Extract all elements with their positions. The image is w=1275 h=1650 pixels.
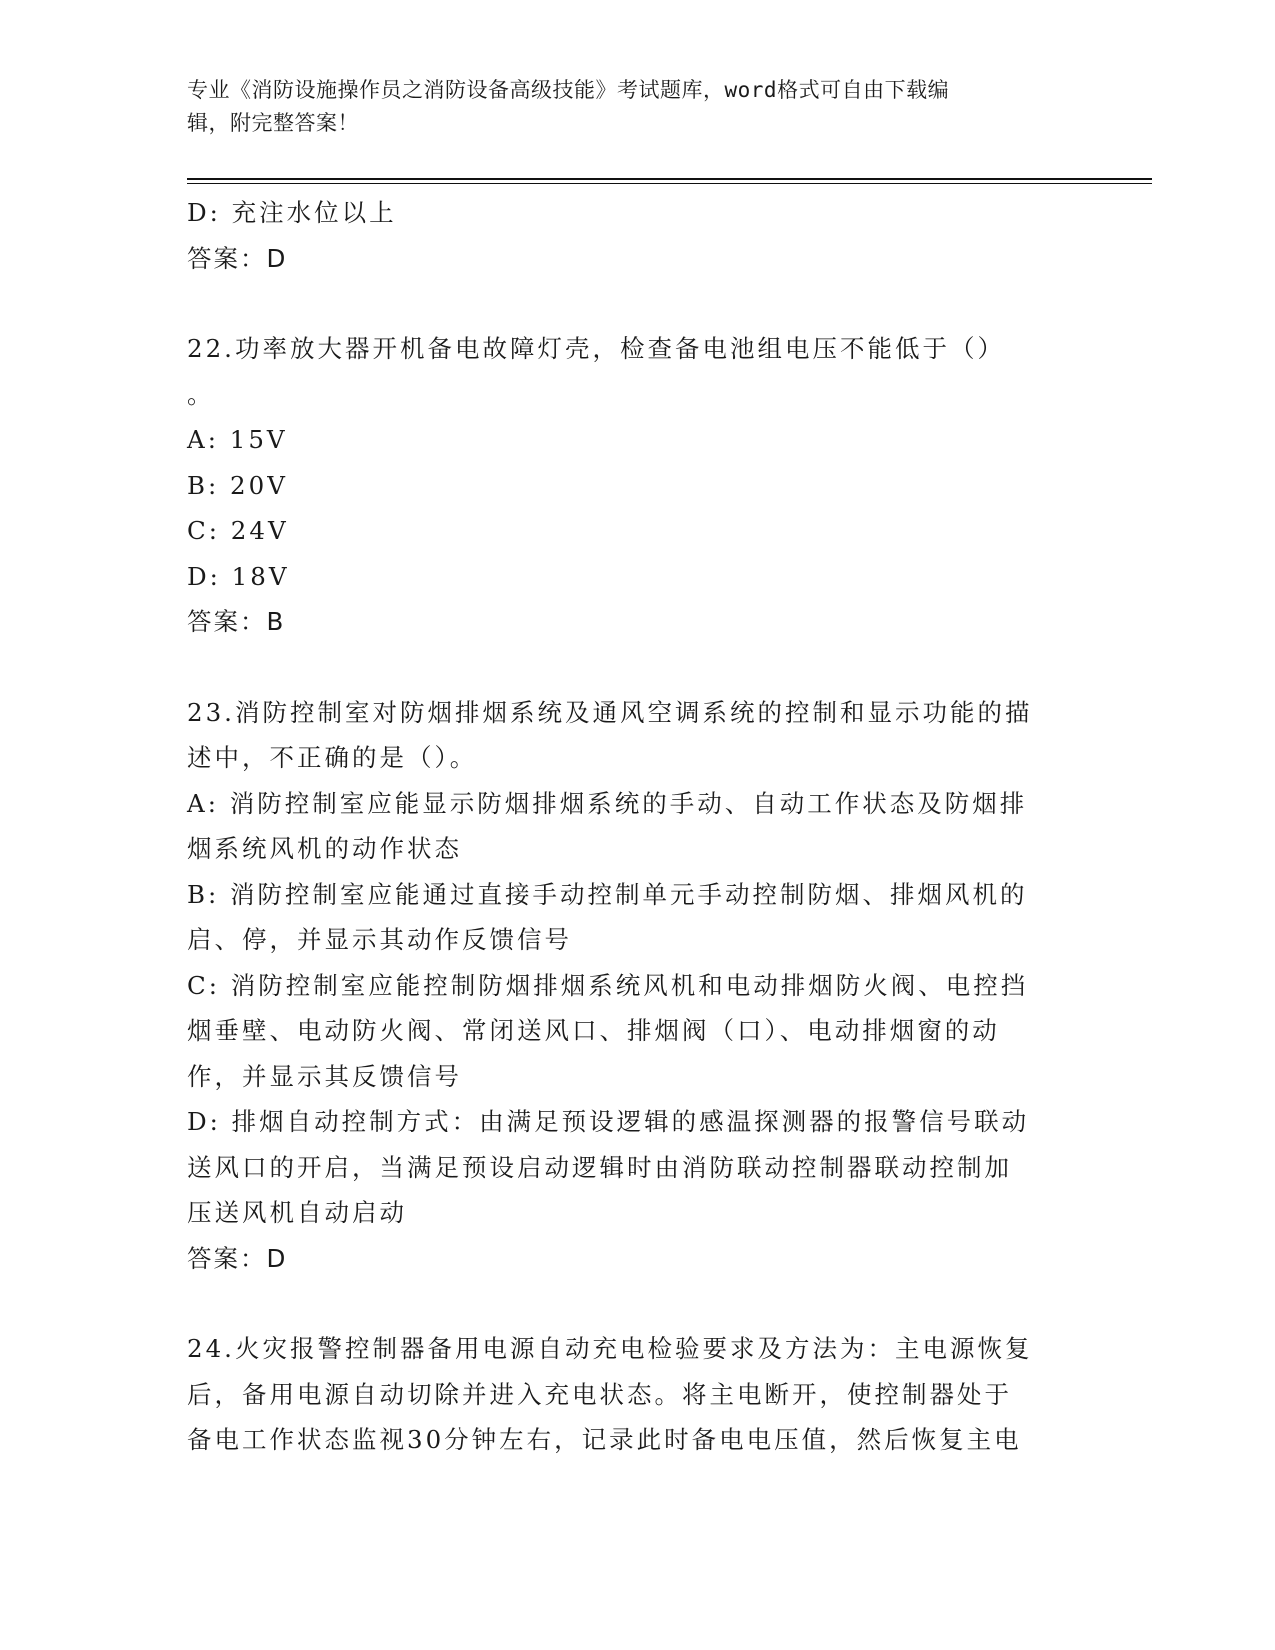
header-rule-thick [187,178,1152,180]
document-page [187,0,1147,1650]
previous-question-tail [187,190,1067,281]
page-header [187,74,1067,140]
document-body [187,190,1067,1463]
question-stem: 24.火灾报警控制器备用电源自动充电检验要求及方法为：主电源恢复 [187,1334,1033,1363]
spacer [187,645,1067,690]
header-line-2: 辑，附完整答案！ [187,111,359,135]
header-line-1: 专业《消防设施操作员之消防设备高级技能》考试题库，word格式可自由下载编 [187,78,950,102]
question-stem: 23.消防控制室对防烟排烟系统及通风空调系统的控制和显示功能的描 [187,697,1033,727]
option-c: C: 24V [187,516,289,545]
question-stem: 22.功率放大器开机备电故障灯壳，检查备电池组电压不能低于（） [187,334,1005,363]
answer-line: 答案：D [187,243,288,273]
question-23 [187,690,1067,1282]
header-rule-thin [187,183,1152,184]
question-22 [187,326,1067,645]
option-d: D: 排烟自动控制方式：由满足预设逻辑的感温探测器的报警信号联动 [187,1107,1030,1136]
option-b-continued: 启、停，并显示其动作反馈信号 [187,925,572,954]
question-stem-continued: 。 [187,379,215,409]
option-c: C: 消防控制室应能控制防烟排烟系统风机和电动排烟防火阀、电控挡 [187,970,1029,1000]
option-a: A: 消防控制室应能显示防烟排烟系统的手动、自动工作状态及防烟排 [187,788,1028,818]
spacer [187,281,1067,326]
option-d-continued: 压送风机自动启动 [187,1198,407,1227]
option-a-continued: 烟系统风机的动作状态 [187,834,462,863]
option-d: D: 18V [187,561,290,591]
option-d-continued: 送风口的开启，当满足预设启动逻辑时由消防联动控制器联动控制加 [187,1152,1012,1182]
option-b: B: 20V [187,470,288,500]
answer-line: 答案：B [187,607,286,636]
answer-line: 答案：D [187,1243,288,1273]
option-c-continued: 作，并显示其反馈信号 [187,1061,462,1091]
spacer [187,1281,1067,1326]
question-stem-continued: 备电工作状态监视30分钟左右，记录此时备电电压值，然后恢复主电 [187,1425,1022,1454]
option-c-continued: 烟垂壁、电动防火阀、常闭送风口、排烟阀（口）、电动排烟窗的动 [187,1016,1000,1045]
question-stem-continued: 后，备用电源自动切除并进入充电状态。将主电断开，使控制器处于 [187,1379,1012,1409]
question-24 [187,1326,1067,1463]
option-a: A: 15V [187,425,288,454]
option-d: D: 充注水位以上 [187,198,397,227]
option-b: B: 消防控制室应能通过直接手动控制单元手动控制防烟、排烟风机的 [187,879,1028,909]
question-stem-continued: 述中，不正确的是（）。 [187,743,478,772]
